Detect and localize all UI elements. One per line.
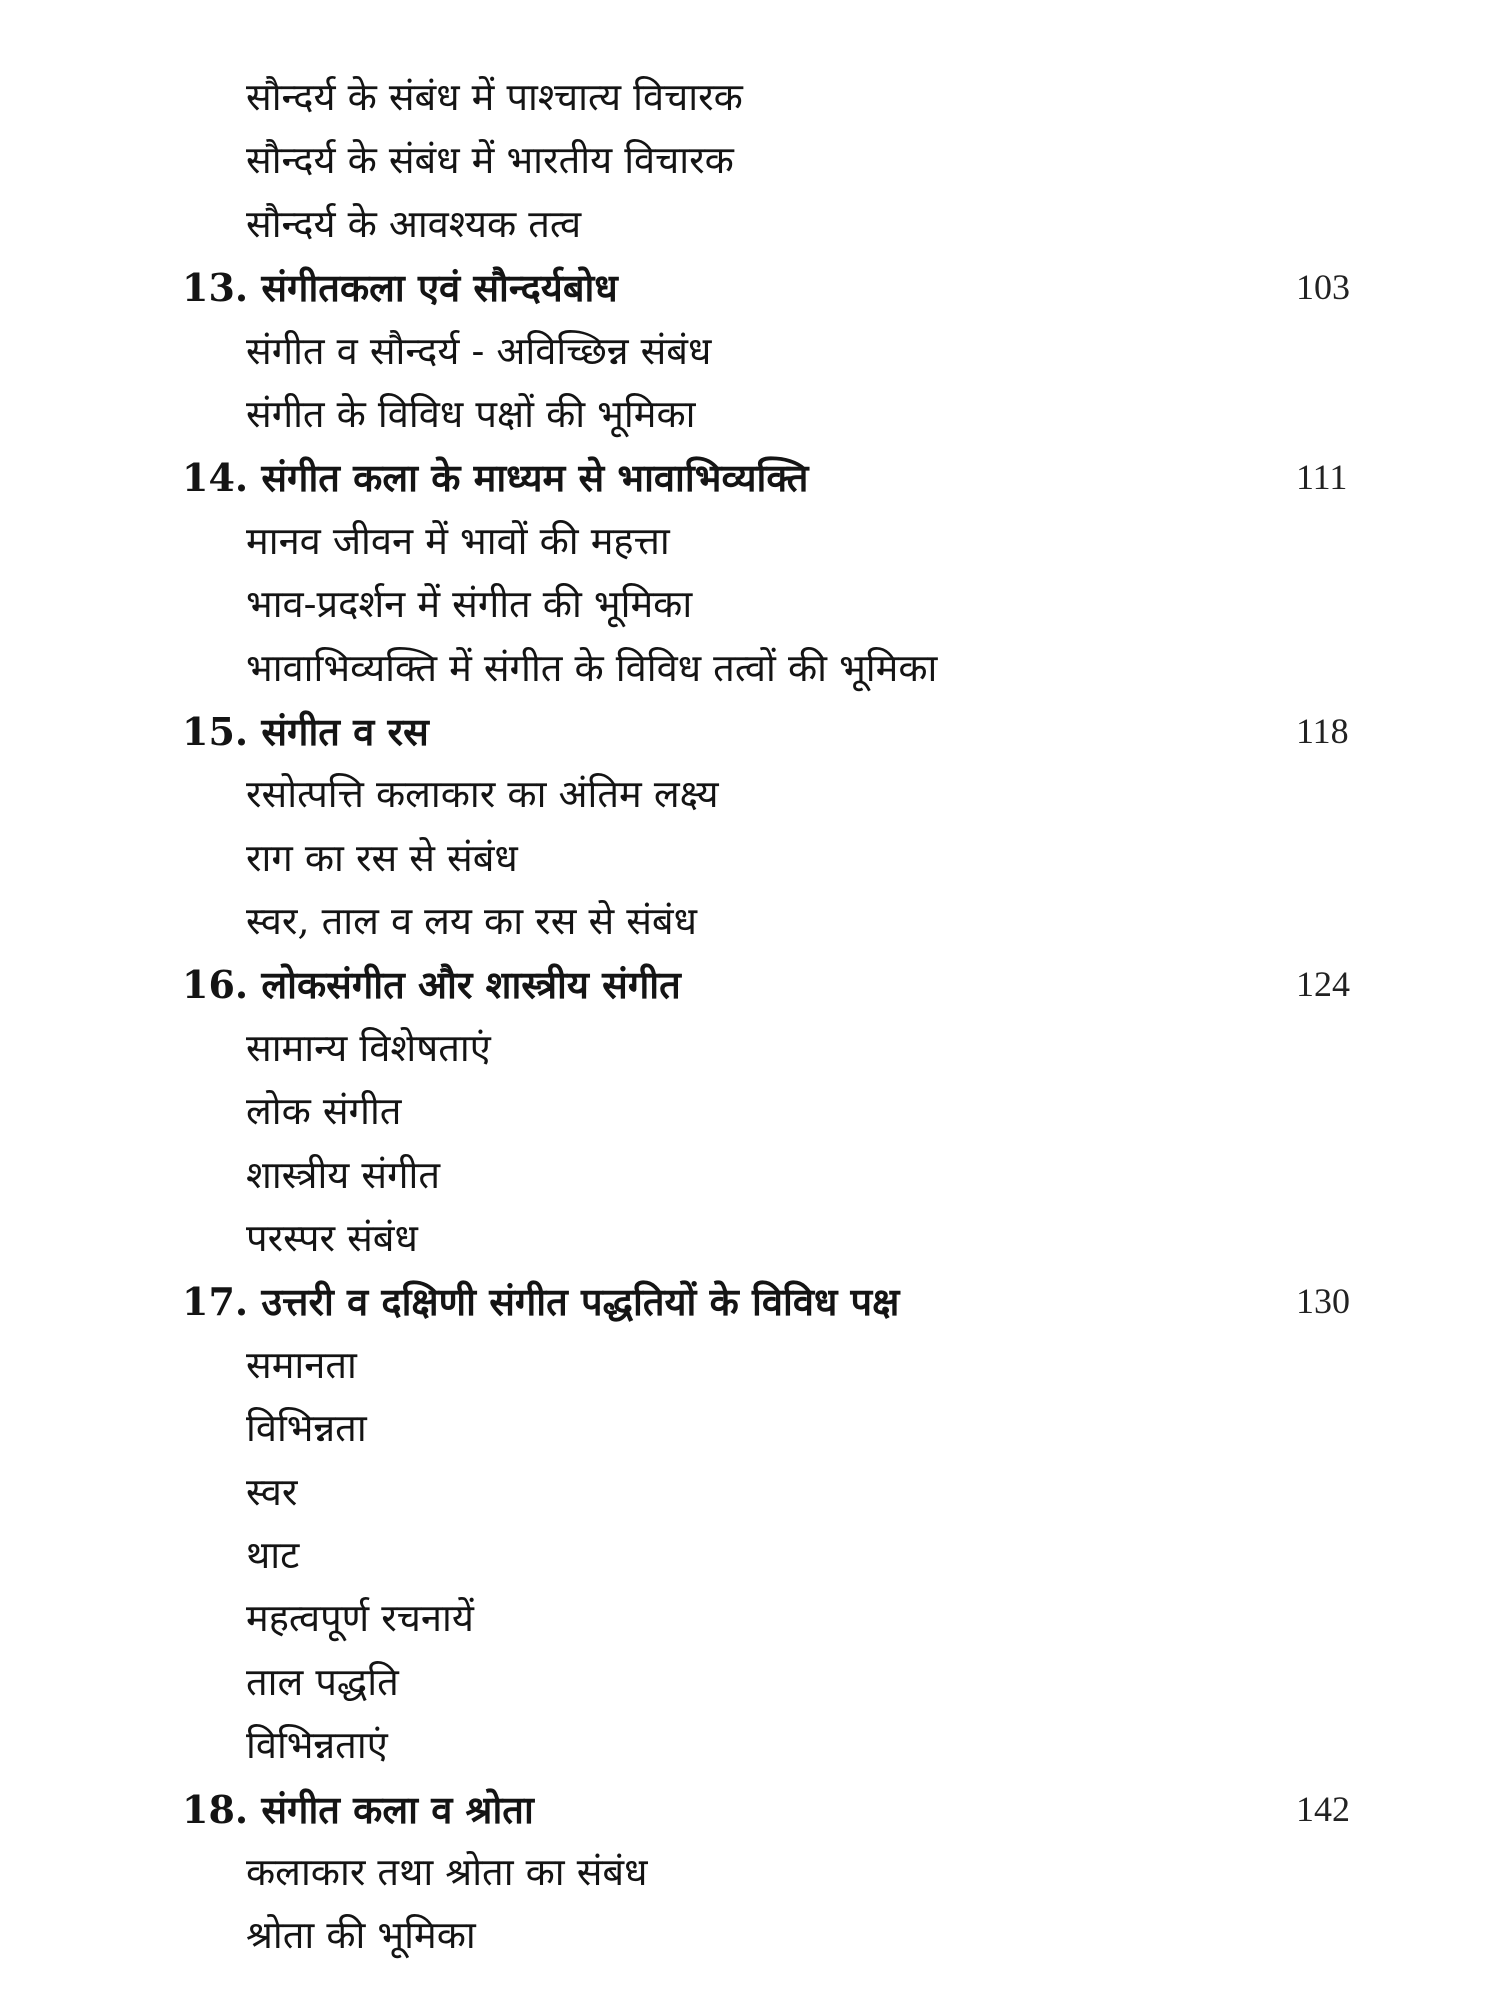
chapter-heading [0,953,1500,1016]
chapter-title: संगीतकला एवं सौन्दर्यबोध [261,265,618,311]
chapter-title: संगीत व रस [261,708,429,754]
subtopic-item: कलाकार तथा श्रोता का संबंध [246,1849,648,1894]
page-number: 103 [1296,267,1350,308]
chapter-number: 16. [182,962,249,1008]
chapter-heading [0,256,1500,319]
chapter-title: लोकसंगीत और शास्त्रीय संगीत [261,962,681,1008]
page-number: 142 [1296,1788,1350,1829]
chapter-title: उत्तरी व दक्षिणी संगीत पद्धतियों के विविध पक्ष [261,1279,900,1325]
page-number: 130 [1296,1281,1350,1322]
subtopic-item: राग का रस से संबंध [246,835,518,880]
subtopic-item: सौन्दर्य के संबंध में पाश्चात्य विचारक [246,75,743,119]
subtopic-item: शास्त्रीय संगीत [246,1152,440,1197]
chapter-number: 18. [182,1786,249,1832]
chapter-heading [0,700,1500,763]
page-number: 111 [1296,457,1348,498]
subtopic-item: श्रोता की भूमिका [246,1913,476,1958]
subtopic-item: महत्वपूर्ण रचनायें [246,1596,474,1641]
subtopic-item: मानव जीवन में भावों की महत्ता [246,518,670,563]
chapter-heading [0,1778,1500,1841]
subtopic-item: परस्पर संबंध [246,1216,418,1261]
subtopic-item: स्वर, ताल व लय का रस से संबंध [246,899,697,944]
subtopic-item: संगीत के विविध पक्षों की भूमिका [246,391,696,436]
chapter-number: 13. [182,265,249,311]
subtopic-item: सौन्दर्य के संबंध में भारतीय विचारक [246,138,734,183]
subtopic-item: संगीत व सौन्दर्य - अविच्छिन्न संबंध [246,328,712,373]
chapter-title: संगीत कला के माध्यम से भावाभिव्यक्ति [261,455,809,501]
subtopic-item: सामान्य विशेषताएं [246,1025,491,1070]
subtopic-item: विभिन्नताएं [246,1723,388,1768]
subtopic-item: समानता [246,1342,357,1387]
subtopic-item: रसोत्पत्ति कलाकार का अंतिम लक्ष्य [246,772,719,817]
chapter-number: 15. [182,708,249,754]
subtopic-item: थाट [246,1532,300,1577]
table-of-contents [0,66,1500,1968]
chapter-number: 17. [182,1279,249,1325]
page-number: 118 [1296,710,1349,751]
subtopic-item: लोक संगीत [246,1089,402,1134]
subtopic-item: भावाभिव्यक्ति में संगीत के विविध तत्वों की भूमिका [246,645,938,690]
chapter-heading [0,446,1500,509]
chapter-number: 14. [182,455,249,501]
chapter-heading [0,1270,1500,1333]
subtopic-item: विभिन्नता [246,1406,367,1451]
subtopic-item: स्वर [246,1469,298,1514]
subtopic-item: भाव-प्रदर्शन में संगीत की भूमिका [246,582,693,627]
subtopic-item: ताल पद्धति [246,1659,399,1704]
page-number: 124 [1296,964,1350,1005]
subtopic-item: सौन्दर्य के आवश्यक तत्व [246,201,582,246]
chapter-title: संगीत कला व श्रोता [261,1786,534,1832]
